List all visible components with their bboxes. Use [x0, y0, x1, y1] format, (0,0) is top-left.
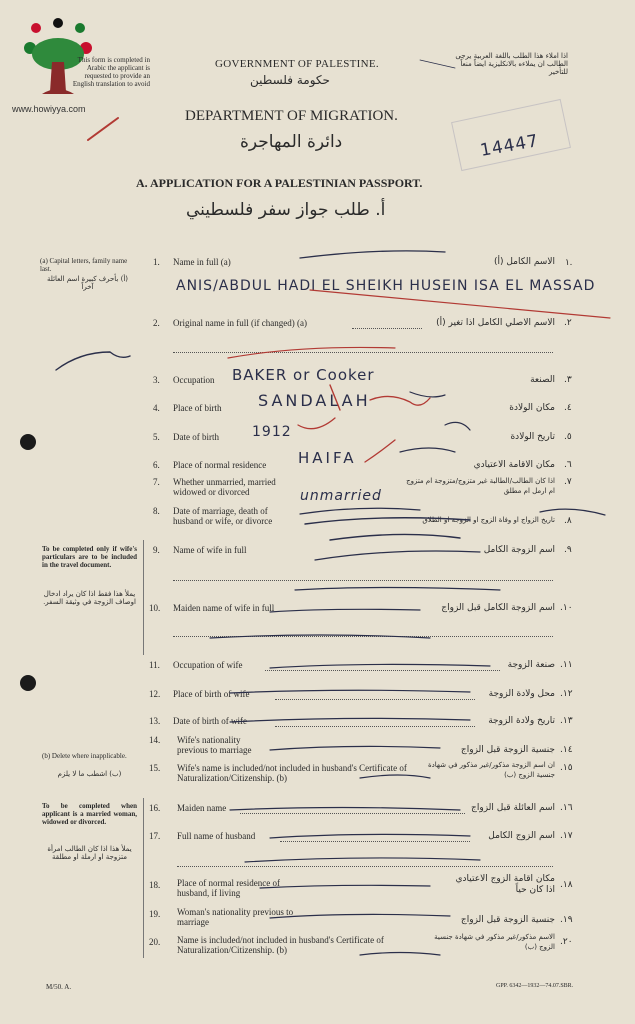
field-6-label-arabic: مكان الاقامة الاعتيادي: [473, 460, 555, 470]
field-1-label: Name in full (a): [173, 257, 231, 267]
delete-inapplicable-note-arabic: (ب) اشطب ما لا يلزم: [57, 770, 122, 778]
field-12-number-arabic: ١٢.: [560, 689, 573, 699]
field-16-number: 16.: [149, 803, 161, 813]
field-19-number: 19.: [149, 909, 161, 919]
file-number-stamp: 14447: [478, 131, 541, 161]
field-4-label-arabic: مكان الولادة: [509, 403, 555, 413]
field-10-label-arabic: اسم الزوجة الكامل قبل الزواج: [441, 603, 555, 613]
field-14-number: 14.: [149, 735, 161, 745]
field-14-label: Wife's nationality previous to marriage: [177, 735, 252, 755]
field-6-label: Place of normal residence: [173, 460, 267, 470]
field-10-number: 10.: [149, 603, 161, 613]
field-15-number: 15.: [149, 763, 161, 773]
field-5-label: Date of birth: [173, 432, 219, 442]
field-2-label-arabic: الاسم الاصلي الكامل اذا تغير (أ): [436, 318, 555, 328]
field-20-label: Name is included/not included in husband's Certificate of Naturalization/Citizenship. (b): [177, 935, 384, 955]
department-heading: DEPARTMENT OF MIGRATION.: [185, 108, 398, 124]
field-18-label-arabic: مكان اقامة الزوج الاعتيادي اذا كان حياً: [455, 874, 555, 895]
field-4-label: Place of birth: [173, 403, 222, 413]
field-5-number-arabic: ٥.: [564, 432, 572, 442]
field-4-number: 4.: [153, 403, 160, 413]
field-20-number: 20.: [149, 937, 161, 947]
field-7-number: 7.: [153, 477, 160, 487]
wife-particulars-note: To be completed only if wife's particulars are to be included in the travel document.: [42, 545, 137, 569]
field-6-number: 6.: [153, 460, 160, 470]
form-code: M/50. A.: [46, 983, 72, 991]
field-19-number-arabic: ١٩.: [560, 915, 573, 925]
field-7-label-arabic: اذا كان الطالب/الطالبة غير متزوج/متزوجة ام متزوج ام ارمل ام مطلق: [406, 477, 555, 495]
field-5-number: 5.: [153, 432, 160, 442]
field-19-label: Woman's nationality previous to marriage: [177, 907, 294, 927]
field-12-number: 12.: [149, 689, 161, 699]
field-1-value: ANIS/ABDUL HADI EL SHEIKH HUSEIN ISA EL MASSAD: [176, 278, 596, 294]
field-16-label-arabic: اسم العائلة قبل الزواج: [471, 803, 555, 813]
field-2-number-arabic: ٢.: [564, 318, 572, 328]
field-13-number: 13.: [149, 716, 161, 726]
field-20-label-arabic: الاسم مذكور/غير مذكور في شهادة جنسية الزوج (ب): [434, 933, 555, 951]
logo-site-text: www.howiyya.com: [12, 104, 86, 114]
field-5-label-arabic: تاريخ الولادة: [510, 432, 555, 442]
field-9-label-arabic: اسم الزوجة الكامل: [483, 545, 555, 555]
wife-particulars-note-arabic: يملأ هذا فقط اذا كان يراد ادخال اوصاف الزوجة في وثيقة السفر.: [43, 590, 136, 606]
field-16-number-arabic: ١٦.: [560, 803, 573, 813]
field-7-value: unmarried: [300, 488, 382, 504]
field-8-label: Date of marriage, death of husband or wife, or divorce: [173, 506, 273, 526]
government-heading: GOVERNMENT OF PALESTINE.: [215, 58, 379, 70]
field-9-label: Name of wife in full: [173, 545, 247, 555]
field-17-label: Full name of husband: [177, 831, 256, 841]
capital-letters-note-arabic: (أ) بأحرف كبيرة اسم العائلة آخراً: [47, 275, 128, 291]
field-13-label: Date of birth of wife: [173, 716, 247, 726]
field-11-number-arabic: ١١.: [560, 660, 573, 670]
field-5-value: 1912: [252, 424, 292, 440]
field-15-number-arabic: ١٥.: [560, 763, 573, 773]
field-18-number-arabic: ١٨.: [560, 880, 573, 890]
field-19-label-arabic: جنسية الزوجة قبل الزواج: [460, 915, 555, 925]
field-17-number-arabic: ١٧.: [560, 831, 573, 841]
field-4-number-arabic: ٤.: [564, 403, 572, 413]
field-1-number-arabic: ١.: [565, 257, 573, 267]
field-20-number-arabic: ٢٠.: [560, 937, 573, 947]
field-11-number: 11.: [149, 660, 160, 670]
delete-inapplicable-note: (b) Delete where inapplicable.: [42, 752, 127, 760]
capital-letters-note: (a) Capital letters, family name last.: [40, 257, 128, 273]
application-heading-arabic: أ. طلب جواز سفر فلسطيني: [186, 200, 386, 220]
field-3-label-arabic: الصنعة: [530, 375, 555, 385]
department-heading-arabic: دائرة المهاجرة: [240, 132, 343, 152]
top-note-arabic: اذا املاء هذا الطلب باللغة العربية يرجى الطالب ان يملاءه بالانكليزية ايضاً منعاً للتأخير: [455, 52, 568, 76]
field-7-label: Whether unmarried, married widowed or divorced: [173, 477, 276, 497]
field-18-label: Place of normal residence of husband, if living: [177, 878, 280, 898]
field-2-number: 2.: [153, 318, 160, 328]
field-13-number-arabic: ١٣.: [560, 716, 573, 726]
field-17-number: 17.: [149, 831, 161, 841]
field-9-number-arabic: ٩.: [564, 545, 572, 555]
field-7-number-arabic: ٧.: [564, 477, 572, 487]
field-8-number: 8.: [153, 506, 160, 516]
field-12-label: Place of birth of wife: [173, 689, 250, 699]
field-1-number: 1.: [153, 257, 160, 267]
field-13-label-arabic: تاريخ ولادة الزوجة: [488, 716, 555, 726]
field-3-number-arabic: ٣.: [564, 375, 572, 385]
field-17-label-arabic: اسم الزوج الكامل: [488, 831, 555, 841]
field-10-label: Maiden name of wife in full: [173, 603, 275, 613]
top-note-english: This form is completed in Arabic the applicant is requested to provide an English translation to avoid: [72, 56, 150, 88]
field-15-label: Wife's name is included/not included in husband's Certificate of Naturalization/Citizenship. (b): [177, 763, 407, 783]
field-3-label: Occupation: [173, 375, 215, 385]
field-18-number: 18.: [149, 880, 161, 890]
married-woman-note: To be completed when applicant is a married woman, widowed or divorced.: [42, 802, 137, 826]
field-8-label-arabic: تاريخ الزواج او وفاة الزوج او الزوجة او الطلاق: [422, 516, 555, 524]
field-10-number-arabic: ١٠.: [560, 603, 573, 613]
field-15-label-arabic: ان اسم الزوجة مذكور/غير مذكور في شهادة جنسية الزوج (ب): [428, 761, 555, 779]
government-heading-arabic: حكومة فلسطين: [250, 73, 330, 87]
field-11-label: Occupation of wife: [173, 660, 243, 670]
field-14-number-arabic: ١٤.: [560, 745, 573, 755]
field-8-number-arabic: ٨.: [564, 516, 572, 526]
field-4-value: SANDALAH: [258, 391, 371, 410]
field-6-value: HAIFA: [298, 449, 357, 467]
printer-code: GPP. 6342—1932—74.07.SBR.: [496, 983, 574, 989]
field-1-label-arabic: الاسم الكامل (أ): [493, 257, 555, 267]
married-woman-note-arabic: يملأ هذا اذا كان الطالب امرأة متزوجة او ارملة او مطلقة: [47, 845, 132, 861]
field-2-label: Original name in full (if changed) (a): [173, 318, 307, 328]
field-12-label-arabic: محل ولادة الزوجة: [488, 689, 555, 699]
field-6-number-arabic: ٦.: [564, 460, 572, 470]
field-14-label-arabic: جنسية الزوجة قبل الزواج: [460, 745, 555, 755]
field-3-number: 3.: [153, 375, 160, 385]
field-3-value: BAKER or Cooker: [232, 366, 375, 384]
field-11-label-arabic: صنعة الزوجة: [507, 660, 555, 670]
field-16-label: Maiden name: [177, 803, 227, 813]
application-heading: A. APPLICATION FOR A PALESTINIAN PASSPORT.: [136, 176, 423, 190]
field-9-number: 9.: [153, 545, 160, 555]
